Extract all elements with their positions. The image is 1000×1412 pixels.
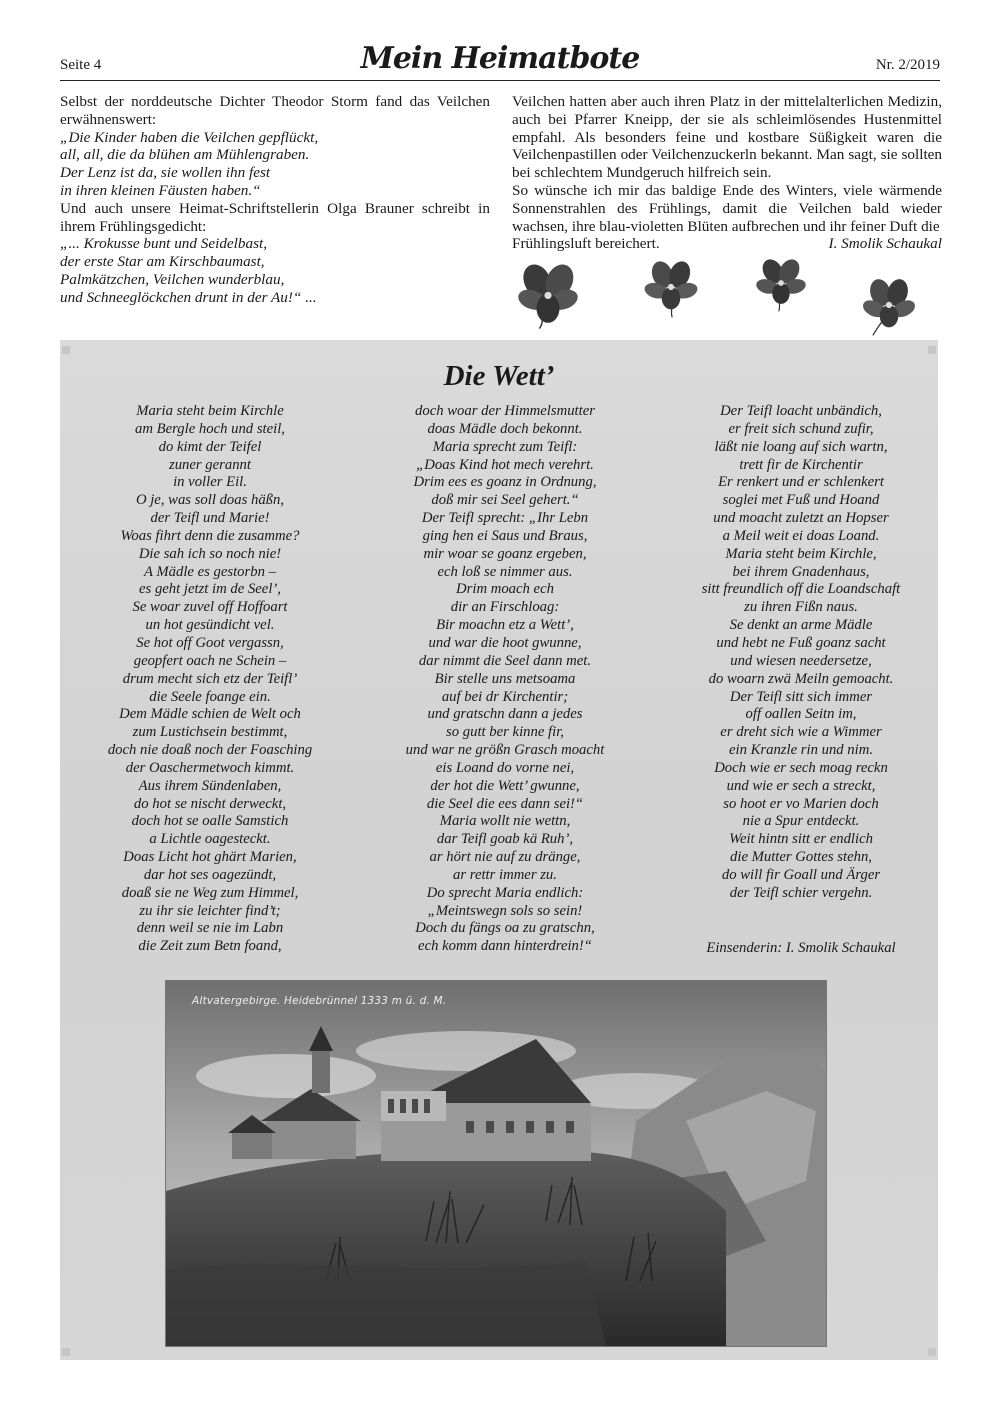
poem-panel — [60, 340, 938, 1360]
wish-paragraph: So wünsche ich mir das baldige Ende des Winters, viele wärmende Sonnenstrahlen des Frühlings, damit die Veilchen bald wieder wachsen, ihre blau-violetten Blüten aufbrechen und ihr feiner Duft die — [512, 181, 942, 235]
poem-line: doas Mädle doch bekonnt. — [427, 420, 583, 437]
poem-line: ech komm dann hinterdrein!“ — [418, 938, 592, 955]
poem-line: dir an Firschloag: — [450, 599, 560, 616]
poem-line: doß mir sei Seel gehert.“ — [431, 492, 579, 509]
violet-flower-icon — [512, 258, 584, 330]
poem-line: ar hört nie auf zu dränge, — [429, 849, 581, 866]
poem-line: soglei met Fuß und Hoand — [722, 492, 880, 509]
poem-line: Se hot off Goot vergassn, — [136, 634, 284, 651]
poem-line: Der Teifl loacht unbändich, — [720, 403, 882, 419]
photo-caption: Altvatergebirge. Heidebrünnel 1333 m ü. d. M. — [192, 995, 447, 1007]
poem-line: läßt nie loang auf sich wartn, — [714, 438, 888, 455]
brauner-quote — [60, 235, 490, 306]
poem-line: zu ihren Fißn naus. — [744, 599, 858, 616]
poem-column-2 — [360, 403, 650, 956]
poem-line: die Seel die ees dann sei!“ — [426, 795, 584, 812]
poem-line: A Mädle es gestorbn – — [144, 563, 276, 580]
poem-line: nie a Spur entdeckt. — [742, 813, 860, 830]
poem-line: a Lichtle oagesteckt. — [149, 831, 271, 848]
quote-line: Palmkätzchen, Veilchen wunderblau, — [60, 270, 285, 288]
poem-line: off oallen Seitn im, — [745, 706, 857, 723]
poem-line: „Meintswegn sols so sein! — [427, 902, 583, 919]
poem-line: do will fir Goall und Ärger — [721, 866, 881, 883]
poem-line: Doas Licht hot ghärt Marien, — [123, 849, 297, 866]
contributor-credit: Einsenderin: I. Smolik Schaukal — [706, 940, 896, 956]
poem-line: bei ihrem Gnadenhaus, — [732, 563, 870, 580]
poem-line: dar hot ses oagezündt, — [143, 866, 277, 883]
quote-line: all, all, die da blühen am Mühlengraben. — [60, 146, 310, 164]
poem-line: Maria wollt nie wettn, — [439, 813, 571, 830]
page-number: Seite 4 — [60, 57, 102, 73]
poem-line: eis Loand do vorne nei, — [435, 759, 575, 776]
right-column — [512, 93, 942, 253]
poem-line: und war die hoot gwunne, — [428, 634, 582, 651]
poem-line: denn weil se nie im Labn — [136, 920, 284, 937]
poem-line: Der Teifl sprecht: „Ihr Lebn — [421, 510, 589, 527]
poem-line: und wie er sech a streckt, — [726, 777, 876, 794]
mountain-chapel-illustration — [166, 981, 826, 1346]
left-column — [60, 93, 490, 307]
poem-line: Er renkert und er schlenkert — [718, 474, 884, 491]
poem-line: sitt freundlich off die Loandschaft — [701, 581, 901, 598]
quote-line: und Schneeglöckchen drunt in der Au!“ ... — [60, 288, 317, 306]
poem-line: der Teifl schier vergehn. — [729, 884, 873, 901]
poem-line: ar rettr immer zu. — [453, 866, 557, 883]
poem-line: doaß sie ne Weg zum Himmel, — [121, 884, 299, 901]
quote-line: in ihren kleinen Fäusten haben.“ — [60, 181, 261, 199]
poem-column-3 — [656, 403, 946, 903]
poem-line: dar nimmt die Seel dann met. — [418, 652, 592, 669]
poem-line: es geht jetzt im de Seel’, — [139, 581, 281, 598]
poem-line: Weit hintn sitt er endlich — [729, 831, 873, 848]
quote-line: „Die Kinder haben die Veilchen gepflückt, — [60, 128, 319, 146]
poem-line: Der Teifl sitt sich immer — [729, 688, 873, 705]
corner-mark — [928, 346, 936, 354]
wish-last-text: Frühlingsluft bereichert. — [512, 235, 660, 253]
quote-line: „... Krokusse bunt und Seidelbast, — [60, 235, 267, 253]
poem-line: Dem Mädle schien de Welt och — [119, 706, 301, 723]
poem-line: und wiesen needersetze, — [730, 652, 872, 669]
poem-column-1 — [65, 403, 355, 956]
violet-flower-icon — [752, 254, 810, 312]
violet-flower-icon — [640, 256, 702, 318]
poem-line: zuner gerannt — [168, 456, 251, 473]
poem-line: do woarn zwä Meiln gemoacht. — [708, 670, 894, 687]
poem-line: doch hot se oalle Samstich — [131, 813, 289, 830]
poem-line: mir woar se goanz ergeben, — [423, 545, 587, 562]
heidebruennel-photo — [165, 980, 827, 1347]
poem-line: die Seele foange ein. — [149, 688, 271, 705]
poem-line: so hoot er vo Marien doch — [723, 795, 879, 812]
storm-quote — [60, 129, 490, 200]
poem-line: doch nie doaß noch der Foasching — [107, 742, 313, 759]
corner-mark — [62, 1348, 70, 1356]
poem-line: Drim ees es goanz in Ordnung, — [413, 474, 597, 491]
poem-line: a Meil weit ei doas Loand. — [722, 527, 880, 544]
wish-last-line — [512, 235, 942, 253]
page-header — [60, 36, 940, 81]
poem-line: Se denkt an arme Mädle — [729, 617, 873, 634]
poem-line: zum Lustichsein bestimmt, — [132, 724, 288, 741]
poem-line: Bir moachn etz a Wett’, — [436, 617, 574, 634]
poem-line: ging hen ei Saus und Braus, — [422, 527, 588, 544]
poem-line: die Zeit zum Betn foand, — [138, 938, 282, 955]
poem-line: doch woar der Himmelsmutter — [415, 403, 595, 419]
poem-line: ein Kranzle rin und nim. — [728, 742, 874, 759]
poem-line: trett fir de Kirchentir — [739, 456, 863, 473]
poem-line: Drim moach ech — [456, 581, 554, 598]
poem-line: zu ihr sie leichter find’t; — [139, 902, 281, 919]
poem-line: Doch wie er sech moag reckn — [714, 759, 888, 776]
poem-line: Maria sprecht zum Teifl: — [432, 438, 578, 455]
brauner-intro: Und auch unsere Heimat-Schriftstellerin Olga Brauner schreibt in ihrem Frühlingsgedicht: — [60, 199, 490, 235]
poem-line: Woas fihrt denn die zusamme? — [120, 527, 300, 544]
corner-mark — [928, 1348, 936, 1356]
poem-line: ech loß se nimmer aus. — [437, 563, 573, 580]
corner-mark — [62, 346, 70, 354]
poem-line: er dreht sich wie a Wimmer — [720, 724, 882, 741]
poem-line: und moacht zuletzt an Hopser — [713, 510, 889, 527]
quote-line: Der Lenz ist da, sie wollen ihn fest — [60, 164, 271, 182]
poem-line: Bir stelle uns metsoama — [434, 670, 576, 687]
poem-line: do kimt der Teifel — [158, 438, 262, 455]
poem-line: Die sah ich so noch nie! — [138, 545, 282, 562]
poem-line: der Oaschermetwoch kimmt. — [125, 759, 295, 776]
poem-line: der hot die Wett’ gwunne, — [430, 777, 580, 794]
poem-line: und hebt ne Fuß goanz sacht — [716, 634, 886, 651]
poem-line: un hot gesündicht vel. — [145, 617, 275, 634]
poem-line: geopfert oach ne Schein – — [133, 652, 287, 669]
poem-line: so gutt ber kinne fir, — [446, 724, 564, 741]
poem-line: Maria steht beim Kirchle — [136, 403, 284, 419]
poem-line: die Mutter Gottes stehn, — [730, 849, 872, 866]
violet-flower-icon — [858, 274, 920, 336]
poem-line: Se woar zuvel off Hoffoart — [132, 599, 288, 616]
author-signature: I. Smolik Schaukal — [828, 235, 942, 253]
poem-line: der Teifl und Marie! — [150, 510, 270, 527]
quote-line: der erste Star am Kirschbaumast, — [60, 253, 265, 271]
poem-line: do hot se nischt derweckt, — [133, 795, 287, 812]
poem-line: Maria steht beim Kirchle, — [725, 545, 877, 562]
poem-line: am Bergle hoch und steil, — [135, 420, 285, 437]
poem-line: Do sprecht Maria endlich: — [426, 884, 584, 901]
poem-line: und gratschn dann a jedes — [427, 706, 583, 723]
medicine-paragraph: Veilchen hatten aber auch ihren Platz in der mittelalterlichen Medizin, auch bei Pfarrer Kneipp, der sie als schleimlösendes Hustenmittel empfahl. Als besonders feine und kostbare Süßigkeit waren die Veilchenpastillen oder Veilchenzuckerln bekannt. Man sagt, sie sollten bei schlechtem Mundgeruch hilfreich sein. — [512, 93, 942, 182]
poem-line: er freit sich schund zufir, — [728, 420, 874, 437]
poem-line: dar Teifl goab kä Ruh’, — [436, 831, 574, 848]
masthead-logo: Mein Heimatbote — [360, 41, 640, 76]
poem-line: „Doas Kind hot mech verehrt. — [416, 456, 594, 473]
poem-line: und war ne größn Grasch moacht — [405, 742, 605, 759]
poem-line: Aus ihrem Sündenlaben, — [138, 777, 282, 794]
poem-line: Doch du fängs oa zu gratschn, — [415, 920, 595, 937]
poem-line: O je, was soll doas häßn, — [135, 492, 285, 509]
issue-number: Nr. 2/2019 — [875, 57, 940, 73]
poem-line: in voller Eil. — [173, 474, 247, 491]
storm-intro: Selbst der norddeutsche Dichter Theodor Storm fand das Veilchen erwähnenswert: — [60, 93, 490, 128]
poem-line: drum mecht sich etz der Teifl’ — [122, 670, 298, 687]
poem-title: Die Wett’ — [443, 360, 555, 392]
poem-line: auf bei dr Kirchentir; — [441, 688, 569, 705]
